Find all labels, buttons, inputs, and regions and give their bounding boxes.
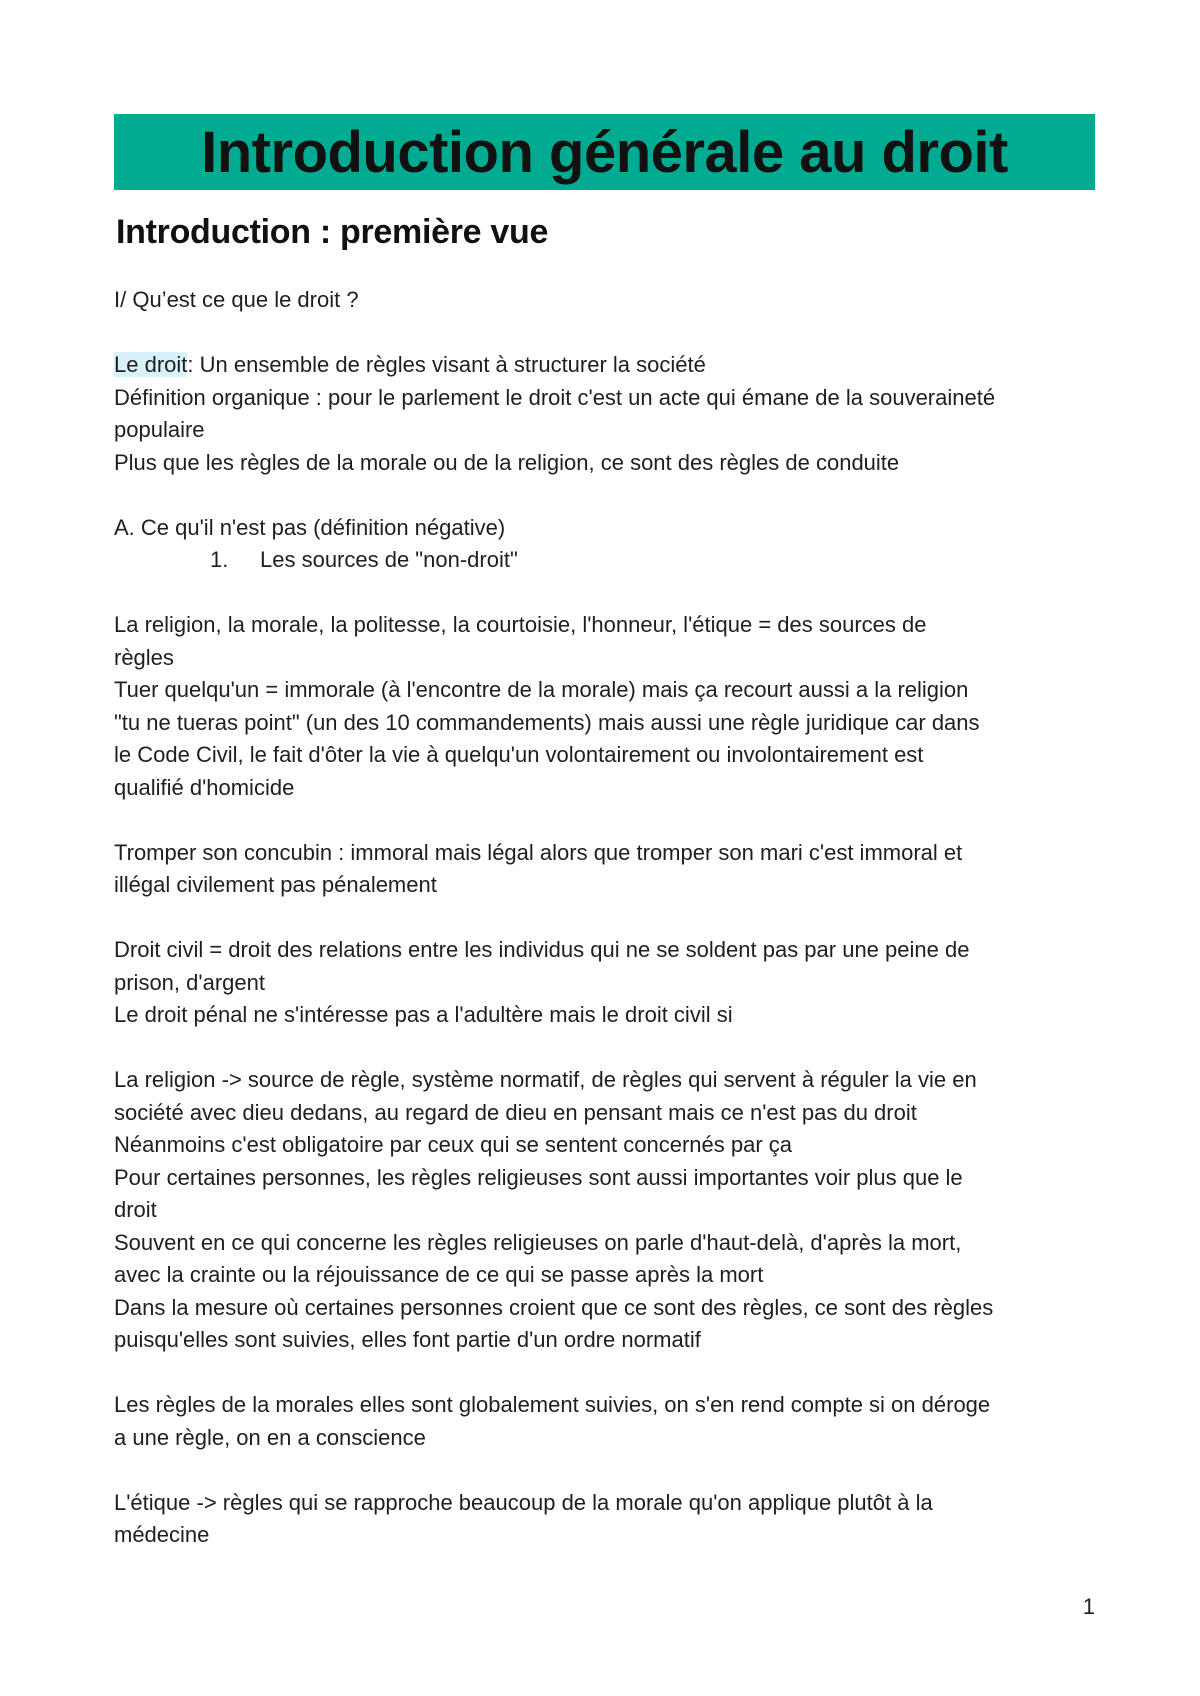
list-item: [114, 544, 1095, 577]
subsection-heading: A. Ce qu'il n'est pas (définition négative): [114, 514, 506, 540]
section-subtitle: Introduction : première vue: [116, 213, 549, 251]
text-line: La religion -> source de règle, système normatif, de règles qui servent à réguler la vie en: [114, 1067, 977, 1092]
text-line: règles: [114, 644, 174, 670]
text-line: Tuer quelqu'un = immorale (à l'encontre de la morale) mais ça recourt aussi a la religion: [114, 677, 969, 702]
text-line: médecine: [114, 1522, 210, 1547]
text-line: puisqu'elles sont suivies, elles font partie d'un ordre normatif: [114, 1327, 701, 1352]
text-line: Pour certaines personnes, les règles religieuses sont aussi importantes voir plus que le: [114, 1164, 963, 1190]
section-heading: I/ Qu’est ce que le droit ?: [114, 287, 359, 312]
text-line: prison, d'argent: [114, 969, 265, 995]
text-line: Droit civil = droit des relations entre les individus qui ne se soldent pas par une peine de: [114, 937, 970, 962]
text-line: qualifié d'homicide: [114, 774, 295, 800]
definition-text: : Un ensemble de règles visant à structurer la société: [187, 352, 706, 377]
definition-line: [114, 349, 1095, 382]
highlighted-term: Le droit: [114, 352, 188, 377]
text-line: Les règles de la morales elles sont globalement suivies, on s'en rend compte si on déroge: [114, 1392, 991, 1417]
text-line: société avec dieu dedans, au regard de dieu en pensant mais ce n'est pas du droit: [114, 1099, 917, 1125]
text-line: "tu ne tueras point" (un des 10 commandements) mais aussi une règle juridique car dans: [114, 709, 980, 735]
document-body: [114, 284, 1095, 1552]
text-line: Tromper son concubin : immoral mais légal alors que tromper son mari c'est immoral et: [114, 839, 963, 865]
text-line: Le droit pénal ne s'intéresse pas a l'adultère mais le droit civil si: [114, 1002, 733, 1027]
document-title: Introduction générale au droit: [201, 119, 1008, 185]
page-number: 1: [1082, 1594, 1095, 1619]
text-line: populaire: [114, 417, 205, 442]
text-line: Souvent en ce qui concerne les règles religieuses on parle d'haut-delà, d'après la mort,: [114, 1229, 962, 1255]
text-line: L'étique -> règles qui se rapproche beaucoup de la morale qu'on applique plutôt à la: [114, 1489, 933, 1515]
text-line: Plus que les règles de la morale ou de la religion, ce sont des règles de conduite: [114, 449, 900, 475]
text-line: le Code Civil, le fait d'ôter la vie à quelqu'un volontairement ou involontairement est: [114, 742, 924, 767]
document-page: [114, 114, 1095, 1552]
text-line: a une règle, on en a conscience: [114, 1424, 426, 1450]
text-line: avec la crainte ou la réjouissance de ce qui se passe après la mort: [114, 1262, 764, 1287]
text-line: Néanmoins c'est obligatoire par ceux qui se sentent concernés par ça: [114, 1132, 793, 1157]
list-item-number: 1.: [210, 547, 229, 572]
title-banner: [114, 114, 1095, 190]
text-line: La religion, la morale, la politesse, la courtoisie, l'honneur, l'étique = des sources de: [114, 612, 927, 637]
text-line: Dans la mesure où certaines personnes croient que ce sont des règles, ce sont des règles: [114, 1294, 994, 1320]
text-line: Définition organique : pour le parlement le droit c'est un acte qui émane de la souveraineté: [114, 384, 996, 410]
text-line: droit: [114, 1197, 157, 1222]
list-item-text: Les sources de "non-droit": [260, 547, 518, 572]
text-line: illégal civilement pas pénalement: [114, 872, 437, 897]
